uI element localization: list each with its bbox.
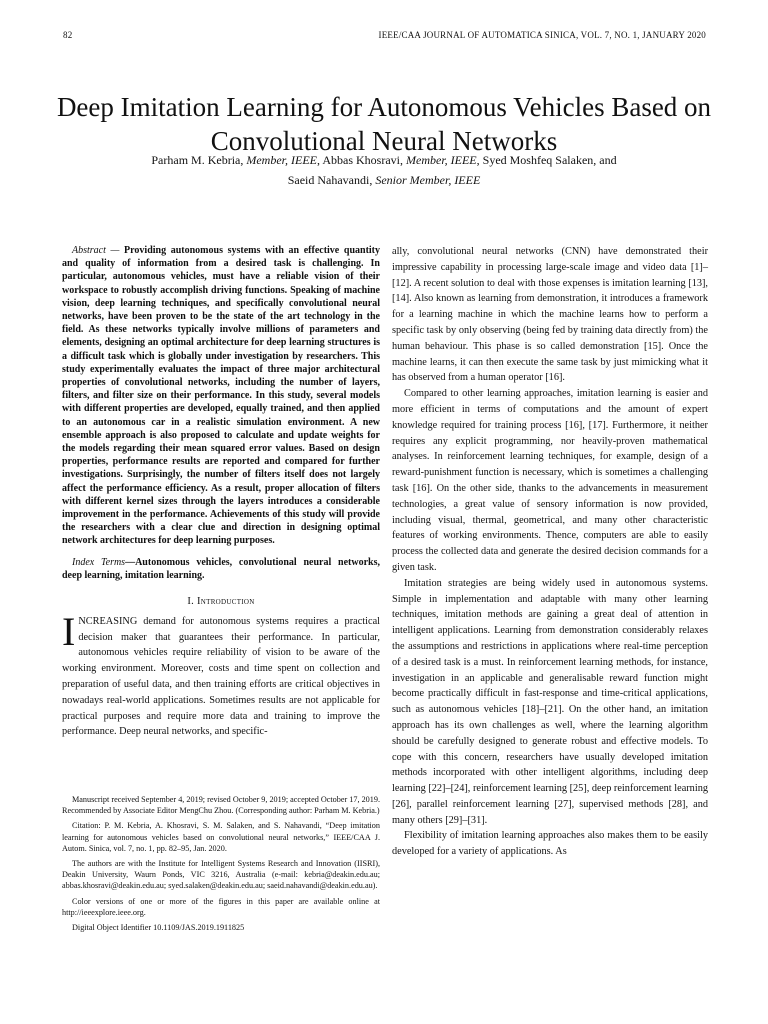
abstract-paragraph [62, 244, 380, 548]
author-role: Member, IEEE [406, 153, 477, 167]
footnote-affiliation: The authors are with the Institute for Intelligent Systems Research and Innovation (IISRI), Deakin University, Waurn Ponds, VIC 3216, Australia (e-mail: kebria@deakin.edu.au; abbas.khosravi@deakin.edu.au; syed.salaken@deakin.edu.au; saeid.nahavandi@deakin.edu.au). [62, 859, 380, 891]
body-paragraph: ally, convolutional neural networks (CNN) have demonstrated their impressive capability in processing large-scale image and video data [1]–[12]. A recent solution to deal with those expenses is imitation learning [13], [14]. Also known as learning from demonstration, it introduces a framework for a learning machine in which the machine learns how to perform a specific task by only observing (being fed by training data directly from) the human behaviour. This phase is so called demonstration [15]. Once the machine learns, it can then execute the same task by just mimicking what it has observed from a human operator [16]. [392, 246, 708, 384]
left-column [62, 244, 380, 740]
body-paragraph: Compared to other learning approaches, imitation learning is easier and more efficient in terms of computations and the amount of expert knowledge required for training process [16], [17]. Furthermore, it neither requires any explicit programming, nor heavily-proven mathematical analyses. In reinforcement learning techniques, for example, design of a reward-punishment function is necessary, which is sometimes a challenging task [16]. On the other side, thanks to the advancements in measurement technologies, a great value of sensory information is now provided, including visual, thermal, geometrical, and many other characteristic features of working environments. Thence, computers are able to easily process the collected data and generate the desired decision commands for a given task. [392, 388, 708, 573]
footnotes [62, 794, 380, 937]
index-terms-text: —Autonomous vehicles, convolutional neural networks, deep learning, imitation learning. [62, 556, 380, 581]
author-line-1 [60, 150, 708, 170]
running-header: IEEE/CAA JOURNAL OF AUTOMATICA SINICA, VOL. 7, NO. 1, JANUARY 2020 [378, 30, 706, 40]
right-column [392, 244, 708, 860]
author-role: Senior Member, IEEE [375, 173, 481, 187]
footnote-manuscript: Manuscript received September 4, 2019; revised October 9, 2019; accepted October 17, 2019. Recommended by Associate Editor MengChu Zhou. (Corresponding author: Parham M. Kebria.) [62, 795, 380, 816]
intro-text: NCREASING demand for autonomous systems requires a practical decision maker that guarantees their performance. In particular, autonomous vehicles require reliability of vision to be aware of the working environment. Moreover, costs and time spent on collection and preparation of useful data, and then training efforts are critical objectives in nowadays real-world applications. Sometimes results are not applicable for practical purposes and require more data and training to improve the performance. Deep neural networks, and specific- [62, 615, 380, 738]
author-role: Member, IEEE [246, 153, 317, 167]
footnote-citation: Citation: P. M. Kebria, A. Khosravi, S. M. Salaken, and S. Nahavandi, “Deep imitation learning for autonomous vehicles based on convolutional neural networks,” IEEE/CAA J. Autom. Sinica, vol. 7, no. 1, pp. 82–95, Jan. 2020. [62, 821, 380, 853]
page-number: 82 [63, 30, 73, 40]
author-line-2 [60, 170, 708, 190]
footnote-doi: Digital Object Identifier 10.1109/JAS.2019.1911825 [72, 923, 245, 933]
body-paragraph: Imitation strategies are being widely used in autonomous systems. Simple in implementation and adaptable with many other learning techniques, imitation methods are gaining a great deal of attention in intelligent applications. Learning from demonstration considerably relaxes the assumptions and restrictions in applications where real-time perception of a desired task is a must. In reinforcement learning methods, for instance, investigation in an applicable and generalisable reward function might become practically difficult in fast-response and time-critical applications, such as autonomous vehicles [18]–[21]. On the other hand, an imitation approach has its own challenges as well, where the learning algorithm should be carefully designed to generate robust and effective models. To cope with this concern, researchers have usually developed imitation methods incorporated with other intelligent algorithms, including deep learning [22]–[24], reinforcement learning [25], deep reinforcement learning [26], parallel reinforcement learning [27], supervised methods [28], and many others [29]–[31]. [392, 577, 708, 826]
paper-title: Deep Imitation Learning for Autonomous Vehicles Based on Convolutional Neural Networks [56, 92, 712, 157]
abstract [62, 244, 380, 548]
introduction-section [62, 608, 380, 740]
section-heading-introduction: I. Introduction [187, 596, 255, 608]
body-paragraph: Flexibility of imitation learning approaches also makes them to be easily developed for a variety of applications. As [392, 830, 708, 858]
footnote-color-versions: Color versions of one or more of the figures in this paper are available online at http://ieeexplore.ieee.org. [62, 896, 380, 917]
intro-paragraph [62, 608, 380, 740]
drop-cap: I [62, 608, 76, 654]
author-name: Saeid Nahavandi, [287, 173, 376, 187]
author-name: , Abbas Khosravi, [317, 153, 406, 167]
author-name: Parham M. Kebria, [151, 153, 247, 167]
abstract-label: Abstract — [72, 245, 120, 256]
index-terms [62, 556, 380, 582]
index-terms-label: Index Terms [72, 556, 126, 568]
author-list [60, 150, 708, 190]
author-name: , Syed Moshfeq Salaken, and [476, 153, 617, 167]
abstract-text: Providing autonomous systems with an effective quantity and quality of information from a desired task is challenging. In particular, autonomous vehicles, must have a reliable vision of their workspace to robustly accomplish driving functions. Speaking of machine vision, deep learning techniques, and specifically convolutional neural networks, have been proven to be the state of the art technology in the field. As these networks typically involve millions of parameters and elements, designing an optimal architecture for deep learning structures is a difficult task which is globally under investigation by researchers. This study experimentally evaluates the impact of three major architectural properties of convolutional networks, including the number of layers, filters, and filter size on their performance. In this study, several models with different properties are developed, equally trained, and then applied to an autonomous car in a realistic simulation environment. A new ensemble approach is also proposed to calculate and update weights for the models regarding their mean squared error values. Based on design properties, performance results are reported and compared for further investigations. Surprisingly, the number of filters itself does not largely affect the performance efficiency. As a result, proper allocation of filters with different kernel sizes through the layers introduces a considerable improvement in the performance. Achievements of this study will provide the researchers with a clear clue and direction in designing optimal network architectures for deep learning purposes. [62, 245, 381, 547]
